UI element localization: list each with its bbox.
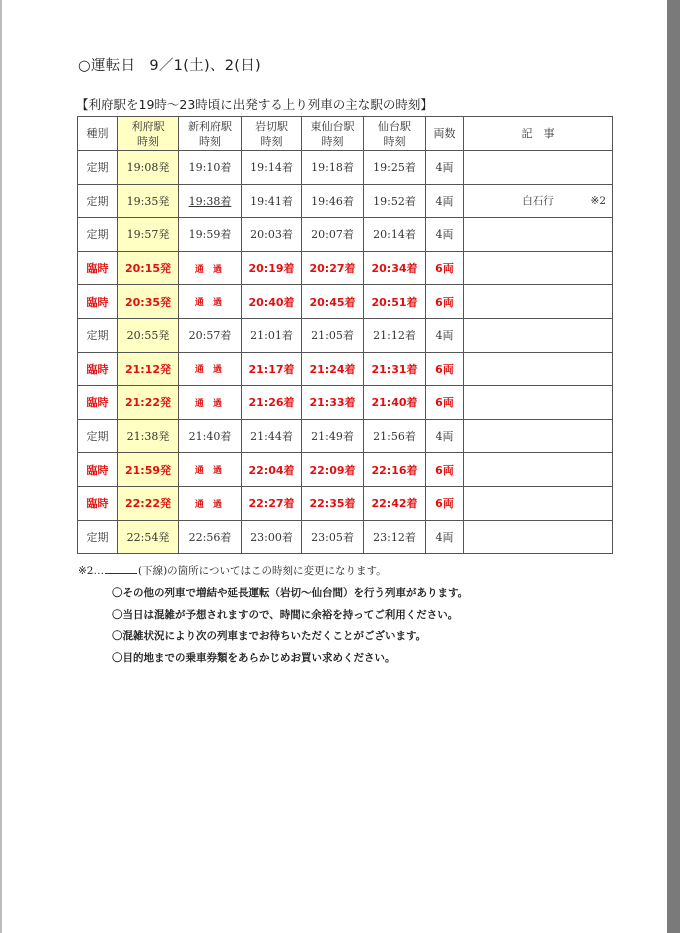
cell-notes — [464, 453, 613, 487]
cell-sendai: 23:12着 — [364, 520, 426, 554]
header-shinrifu: 新利府駅 時刻 — [179, 117, 242, 151]
cell-rifu: 21:22発 — [118, 386, 179, 420]
scrollbar[interactable] — [667, 0, 680, 933]
table-row — [78, 453, 613, 487]
table-row — [78, 218, 613, 252]
cell-rifu: 21:59発 — [118, 453, 179, 487]
cell-shinrifu: 通 過 — [179, 352, 242, 386]
cell-notes — [464, 486, 613, 520]
notice-item: 〇目的地までの乗車券類をあらかじめお買い求めください。 — [112, 651, 396, 664]
table-header-row — [78, 117, 613, 151]
cell-rifu: 21:38発 — [118, 419, 179, 453]
cell-shinrifu: 21:40着 — [179, 419, 242, 453]
cell-iwakiri: 20:19着 — [242, 251, 302, 285]
footnote-prefix: ※2… — [78, 565, 104, 577]
header-notes: 記 事 — [464, 117, 613, 151]
cell-sendai: 21:40着 — [364, 386, 426, 420]
underline-sample — [105, 564, 137, 574]
cell-shinrifu: 通 過 — [179, 486, 242, 520]
cell-type: 定期 — [78, 318, 118, 352]
cell-higashisendai: 19:46着 — [302, 184, 364, 218]
table-row — [78, 520, 613, 554]
cell-shinrifu: 通 過 — [179, 386, 242, 420]
cell-rifu: 19:57発 — [118, 218, 179, 252]
cell-notes — [464, 251, 613, 285]
table-row — [78, 318, 613, 352]
cell-type: 定期 — [78, 520, 118, 554]
cell-notes — [464, 318, 613, 352]
cell-cars: 6両 — [426, 352, 464, 386]
table-row — [78, 419, 613, 453]
cell-notes — [464, 184, 613, 218]
header-type: 種別 — [78, 117, 118, 151]
cell-higashisendai: 23:05着 — [302, 520, 364, 554]
cell-higashisendai: 19:18着 — [302, 151, 364, 185]
cell-higashisendai: 20:27着 — [302, 251, 364, 285]
cell-type: 定期 — [78, 151, 118, 185]
cell-iwakiri: 20:40着 — [242, 285, 302, 319]
cell-rifu: 19:35発 — [118, 184, 179, 218]
cell-type: 臨時 — [78, 453, 118, 487]
cell-shinrifu: 22:56着 — [179, 520, 242, 554]
cell-notes — [464, 285, 613, 319]
table-caption: 【利府駅を19時～23時頃に出発する上り列車の主な駅の時刻】 — [76, 97, 433, 112]
cell-sendai: 22:16着 — [364, 453, 426, 487]
cell-cars: 4両 — [426, 520, 464, 554]
cell-rifu: 22:54発 — [118, 520, 179, 554]
cell-type: 定期 — [78, 218, 118, 252]
cell-sendai: 19:25着 — [364, 151, 426, 185]
notice-item: 〇その他の列車で増結や延長運転（岩切～仙台間）を行う列車があります。 — [112, 587, 469, 599]
notice-list — [112, 583, 468, 669]
note-mark: ※2 — [590, 194, 606, 207]
cell-shinrifu: 19:38着 — [179, 184, 242, 218]
header-rifu: 利府駅 時刻 — [118, 117, 179, 151]
cell-sendai: 21:31着 — [364, 352, 426, 386]
table-row — [78, 184, 613, 218]
cell-notes — [464, 520, 613, 554]
cell-higashisendai: 21:49着 — [302, 419, 364, 453]
table-row — [78, 352, 613, 386]
cell-type: 臨時 — [78, 386, 118, 420]
cell-higashisendai: 20:45着 — [302, 285, 364, 319]
cell-notes — [464, 352, 613, 386]
cell-rifu: 19:08発 — [118, 151, 179, 185]
cell-rifu: 20:15発 — [118, 251, 179, 285]
note-text: 白石行 — [522, 195, 554, 208]
cell-notes — [464, 218, 613, 252]
cell-cars: 6両 — [426, 486, 464, 520]
cell-cars: 4両 — [426, 218, 464, 252]
header-cars: 両数 — [426, 117, 464, 151]
cell-iwakiri: 21:26着 — [242, 386, 302, 420]
table-row — [78, 486, 613, 520]
cell-sendai: 21:12着 — [364, 318, 426, 352]
cell-rifu: 22:22発 — [118, 486, 179, 520]
cell-notes — [464, 151, 613, 185]
cell-cars: 4両 — [426, 184, 464, 218]
cell-iwakiri: 21:44着 — [242, 419, 302, 453]
cell-sendai: 20:34着 — [364, 251, 426, 285]
cell-iwakiri: 22:27着 — [242, 486, 302, 520]
cell-type: 臨時 — [78, 285, 118, 319]
notice-item: 〇混雑状況により次の列車までお待ちいただくことがございます。 — [112, 630, 427, 642]
cell-type: 臨時 — [78, 486, 118, 520]
cell-higashisendai: 21:24着 — [302, 352, 364, 386]
cell-shinrifu: 19:10着 — [179, 151, 242, 185]
timetable-body — [78, 151, 613, 554]
cell-type: 定期 — [78, 419, 118, 453]
cell-type: 臨時 — [78, 251, 118, 285]
cell-cars: 6両 — [426, 386, 464, 420]
cell-type: 臨時 — [78, 352, 118, 386]
cell-shinrifu: 19:59着 — [179, 218, 242, 252]
page-left-edge — [0, 0, 2, 933]
header-sendai: 仙台駅 時刻 — [364, 117, 426, 151]
cell-cars: 6両 — [426, 285, 464, 319]
cell-iwakiri: 21:01着 — [242, 318, 302, 352]
cell-iwakiri: 21:17着 — [242, 352, 302, 386]
notice-item: 〇当日は混雑が予想されますので、時間に余裕を持ってご利用ください。 — [112, 608, 459, 621]
cell-sendai: 20:14着 — [364, 218, 426, 252]
table-row — [78, 151, 613, 185]
cell-shinrifu: 通 過 — [179, 251, 242, 285]
table-row — [78, 285, 613, 319]
footnote — [78, 563, 387, 578]
title-label: ○運転日 — [78, 58, 136, 74]
cell-sendai: 21:56着 — [364, 419, 426, 453]
cell-iwakiri: 19:14着 — [242, 151, 302, 185]
cell-shinrifu: 20:57着 — [179, 318, 242, 352]
cell-sendai: 20:51着 — [364, 285, 426, 319]
cell-sendai: 19:52着 — [364, 184, 426, 218]
cell-iwakiri: 22:04着 — [242, 453, 302, 487]
cell-higashisendai: 22:09着 — [302, 453, 364, 487]
table-row — [78, 251, 613, 285]
table-row — [78, 386, 613, 420]
cell-higashisendai: 21:05着 — [302, 318, 364, 352]
cell-iwakiri: 23:00着 — [242, 520, 302, 554]
cell-sendai: 22:42着 — [364, 486, 426, 520]
timetable — [77, 116, 613, 554]
cell-shinrifu: 通 過 — [179, 285, 242, 319]
cell-cars: 4両 — [426, 419, 464, 453]
cell-cars: 4両 — [426, 151, 464, 185]
cell-rifu: 20:55発 — [118, 318, 179, 352]
header-iwakiri: 岩切駅 時刻 — [242, 117, 302, 151]
title-dates: 9／1(土)、2(日) — [149, 58, 261, 74]
cell-iwakiri: 19:41着 — [242, 184, 302, 218]
cell-cars: 6両 — [426, 453, 464, 487]
cell-rifu: 21:12発 — [118, 352, 179, 386]
cell-shinrifu: 通 過 — [179, 453, 242, 487]
cell-higashisendai: 21:33着 — [302, 386, 364, 420]
cell-rifu: 20:35発 — [118, 285, 179, 319]
cell-type: 定期 — [78, 184, 118, 218]
cell-notes — [464, 386, 613, 420]
cell-iwakiri: 20:03着 — [242, 218, 302, 252]
cell-cars: 4両 — [426, 318, 464, 352]
page-title — [78, 54, 261, 75]
cell-higashisendai: 20:07着 — [302, 218, 364, 252]
cell-notes — [464, 419, 613, 453]
cell-higashisendai: 22:35着 — [302, 486, 364, 520]
cell-cars: 6両 — [426, 251, 464, 285]
header-higashisendai: 東仙台駅 時刻 — [302, 117, 364, 151]
footnote-suffix: (下線)の箇所についてはこの時刻に変更になります。 — [137, 565, 387, 577]
